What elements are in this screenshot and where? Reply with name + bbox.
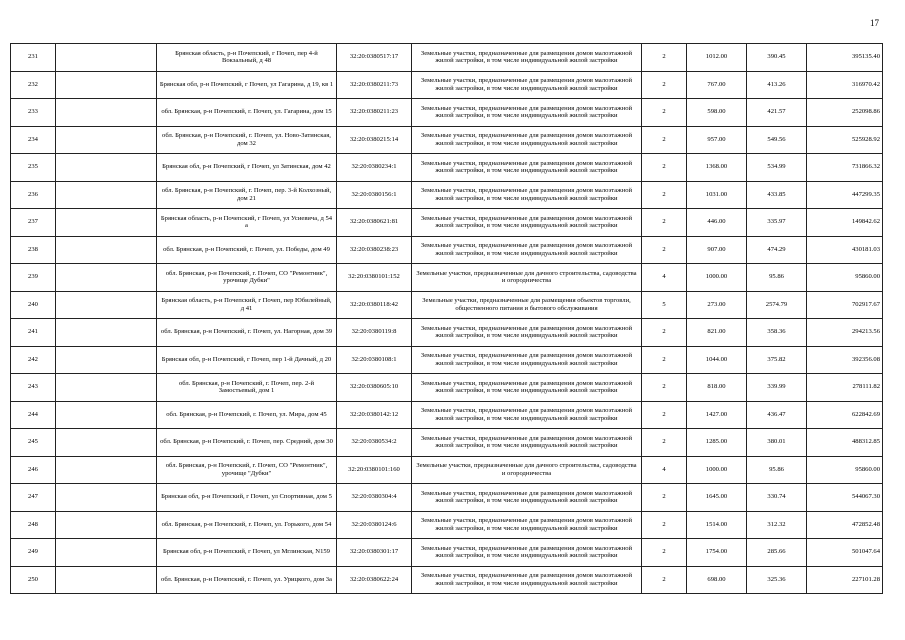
page-number: 17: [870, 18, 879, 28]
cell-use-group: 2: [642, 374, 687, 402]
cell-cadastral-value: 544067.30: [807, 484, 883, 512]
cell-specific-value: 380.01: [747, 429, 807, 457]
cell-cadastral-value: 525928.92: [807, 126, 883, 154]
cell-area: 957.00: [687, 126, 747, 154]
cell-cadastral-value: 316970.42: [807, 71, 883, 99]
cell-permitted-use: Земельные участки, предназначенные для размещения домов малоэтажной жилой застройки, в том числе индивидуальной жилой застройки: [412, 484, 642, 512]
cell-area: 1514.00: [687, 511, 747, 539]
cell-permitted-use: Земельные участки, предназначенные для размещения домов малоэтажной жилой застройки, в том числе индивидуальной жилой застройки: [412, 319, 642, 347]
cell-use-group: 2: [642, 566, 687, 594]
cell-area: 818.00: [687, 374, 747, 402]
cell-number: 241: [11, 319, 56, 347]
cell-permitted-use: Земельные участки, предназначенные для размещения домов малоэтажной жилой застройки, в том числе индивидуальной жилой застройки: [412, 126, 642, 154]
cell-area: 598.00: [687, 99, 747, 127]
table-row: [11, 346, 883, 374]
cell-number: 231: [11, 44, 56, 72]
table-row: [11, 429, 883, 457]
cell-cadastral-value: 430181.03: [807, 236, 883, 264]
cell-empty: [56, 71, 157, 99]
cell-cadastral-number: 32:20:0380238:23: [337, 236, 412, 264]
cell-area: 1000.00: [687, 456, 747, 484]
cell-cadastral-value: 95860.00: [807, 456, 883, 484]
cell-area: 1012.00: [687, 44, 747, 72]
cell-address: обл. Брянская, р-н Почепский, г. Почеп, ул. Горького, дом 54: [157, 511, 337, 539]
cell-cadastral-value: 149842.62: [807, 209, 883, 237]
cell-number: 233: [11, 99, 56, 127]
cell-area: 1754.00: [687, 539, 747, 567]
cell-number: 235: [11, 154, 56, 182]
cell-address: обл. Брянская, р-н Почепский, г. Почеп, пер. 3-й Колхозный, дом 21: [157, 181, 337, 209]
cell-cadastral-number: 32:20:0380621:81: [337, 209, 412, 237]
cell-number: 250: [11, 566, 56, 594]
cell-use-group: 4: [642, 456, 687, 484]
cell-empty: [56, 291, 157, 319]
table-row: [11, 374, 883, 402]
table-row: [11, 264, 883, 292]
cell-cadastral-number: 32:20:0380622:24: [337, 566, 412, 594]
cell-use-group: 2: [642, 71, 687, 99]
cell-empty: [56, 566, 157, 594]
cell-empty: [56, 181, 157, 209]
cell-use-group: 2: [642, 319, 687, 347]
table-row: [11, 154, 883, 182]
cell-number: 248: [11, 511, 56, 539]
cell-cadastral-number: 32:20:0380605:10: [337, 374, 412, 402]
cell-area: 1645.00: [687, 484, 747, 512]
cell-address: Брянская обл, р-н Почепский, г Почеп, ул Гагарина, д 19, кв 1: [157, 71, 337, 99]
cell-area: 907.00: [687, 236, 747, 264]
cell-permitted-use: Земельные участки, предназначенные для размещения домов малоэтажной жилой застройки, в том числе индивидуальной жилой застройки: [412, 71, 642, 99]
cell-specific-value: 335.97: [747, 209, 807, 237]
cell-address: обл. Брянская, р-н Почепский, г. Почеп, СО "Ремонтник", урочище Дубки": [157, 264, 337, 292]
cell-number: 243: [11, 374, 56, 402]
cell-number: 238: [11, 236, 56, 264]
cell-area: 1000.00: [687, 264, 747, 292]
cell-permitted-use: Земельные участки, предназначенные для размещения домов малоэтажной жилой застройки, в том числе индивидуальной жилой застройки: [412, 374, 642, 402]
cell-specific-value: 2574.79: [747, 291, 807, 319]
cell-area: 1368.00: [687, 154, 747, 182]
cell-cadastral-value: 252098.86: [807, 99, 883, 127]
cell-cadastral-number: 32:20:0380215:14: [337, 126, 412, 154]
cell-address: Брянская область, р-н Почепский, г Почеп, пер Юбилейный, д 41: [157, 291, 337, 319]
cell-permitted-use: Земельные участки, предназначенные для размещения домов малоэтажной жилой застройки, в том числе индивидуальной жилой застройки: [412, 539, 642, 567]
table-row: [11, 71, 883, 99]
table-row: [11, 99, 883, 127]
cell-number: 242: [11, 346, 56, 374]
table-row: [11, 484, 883, 512]
table-row: [11, 539, 883, 567]
cell-use-group: 2: [642, 236, 687, 264]
cell-specific-value: 325.36: [747, 566, 807, 594]
cell-area: 273.00: [687, 291, 747, 319]
cell-empty: [56, 484, 157, 512]
cell-number: 234: [11, 126, 56, 154]
cell-permitted-use: Земельные участки, предназначенные для размещения домов малоэтажной жилой застройки, в том числе индивидуальной жилой застройки: [412, 401, 642, 429]
cell-permitted-use: Земельные участки, предназначенные для размещения домов малоэтажной жилой застройки, в том числе индивидуальной жилой застройки: [412, 346, 642, 374]
cell-cadastral-number: 32:20:0380517:17: [337, 44, 412, 72]
cell-permitted-use: Земельные участки, предназначенные для размещения домов малоэтажной жилой застройки, в том числе индивидуальной жилой застройки: [412, 99, 642, 127]
table-row: [11, 401, 883, 429]
cell-specific-value: 390.45: [747, 44, 807, 72]
table-row: [11, 291, 883, 319]
cell-area: 446.00: [687, 209, 747, 237]
cell-cadastral-value: 227101.28: [807, 566, 883, 594]
cell-use-group: 2: [642, 484, 687, 512]
cell-address: Брянская обл, р-н Почепский, г Почеп, ул Затинская, дом 42: [157, 154, 337, 182]
cell-empty: [56, 126, 157, 154]
cell-area: 1044.00: [687, 346, 747, 374]
cell-address: Брянская обл, р-н Почепский, г Почеп, ул Спортивная, дом 5: [157, 484, 337, 512]
cell-empty: [56, 99, 157, 127]
cell-number: 232: [11, 71, 56, 99]
cell-empty: [56, 319, 157, 347]
cell-number: 245: [11, 429, 56, 457]
cell-use-group: 2: [642, 401, 687, 429]
cell-specific-value: 421.57: [747, 99, 807, 127]
cell-empty: [56, 456, 157, 484]
cell-cadastral-value: 395135.40: [807, 44, 883, 72]
cell-number: 240: [11, 291, 56, 319]
cell-use-group: 5: [642, 291, 687, 319]
cell-cadastral-value: 294213.56: [807, 319, 883, 347]
cell-area: 767.00: [687, 71, 747, 99]
cell-use-group: 2: [642, 154, 687, 182]
cell-use-group: 2: [642, 181, 687, 209]
cell-address: обл. Брянская, р-н Почепский, г. Почеп, ул. Мира, дом 45: [157, 401, 337, 429]
cell-empty: [56, 346, 157, 374]
cell-area: 1427.00: [687, 401, 747, 429]
cell-specific-value: 358.36: [747, 319, 807, 347]
table-row: [11, 511, 883, 539]
cell-cadastral-value: 731866.32: [807, 154, 883, 182]
cell-area: 698.00: [687, 566, 747, 594]
cell-permitted-use: Земельные участки, предназначенные для размещения объектов торговли, общественного питания и бытового обслуживания: [412, 291, 642, 319]
cell-number: 239: [11, 264, 56, 292]
cell-use-group: 2: [642, 44, 687, 72]
cell-cadastral-value: 472852.48: [807, 511, 883, 539]
cell-specific-value: 95.86: [747, 456, 807, 484]
cell-cadastral-value: 702917.67: [807, 291, 883, 319]
cell-cadastral-number: 32:20:0380108:1: [337, 346, 412, 374]
cell-empty: [56, 401, 157, 429]
cell-use-group: 2: [642, 346, 687, 374]
cell-cadastral-number: 32:20:0380301:17: [337, 539, 412, 567]
cell-cadastral-number: 32:20:0380124:6: [337, 511, 412, 539]
cell-empty: [56, 429, 157, 457]
table-body: [11, 44, 883, 594]
cell-address: обл. Брянская, р-н Почепский, г. Почеп, ул. Победы, дом 49: [157, 236, 337, 264]
cell-use-group: 2: [642, 511, 687, 539]
cell-number: 246: [11, 456, 56, 484]
cell-permitted-use: Земельные участки, предназначенные для размещения домов малоэтажной жилой застройки, в том числе индивидуальной жилой застройки: [412, 566, 642, 594]
cell-address: обл. Брянская, р-н Почепский, г. Почеп, ул. Урицкого, дом 3а: [157, 566, 337, 594]
cell-cadastral-number: 32:20:0380101:160: [337, 456, 412, 484]
cell-cadastral-number: 32:20:0380142:12: [337, 401, 412, 429]
cell-specific-value: 534.99: [747, 154, 807, 182]
cell-area: 821.00: [687, 319, 747, 347]
cell-number: 249: [11, 539, 56, 567]
cell-empty: [56, 264, 157, 292]
table-row: [11, 126, 883, 154]
cell-specific-value: 413.26: [747, 71, 807, 99]
cell-empty: [56, 154, 157, 182]
cell-address: обл. Брянская, р-н Почепский, г. Почеп, ул. Нагорная, дом 39: [157, 319, 337, 347]
cell-address: обл. Брянская, р-н Почепский, г. Почеп, ул. Гагарина, дом 15: [157, 99, 337, 127]
cell-specific-value: 433.85: [747, 181, 807, 209]
cell-address: обл. Брянская, р-н Почепский, г. Почеп, ул. Ново-Затинская, дом 32: [157, 126, 337, 154]
cell-number: 247: [11, 484, 56, 512]
cell-use-group: 2: [642, 539, 687, 567]
cell-use-group: 2: [642, 126, 687, 154]
cell-empty: [56, 374, 157, 402]
cell-cadastral-number: 32:20:0380119:8: [337, 319, 412, 347]
table-row: [11, 236, 883, 264]
cell-specific-value: 95.86: [747, 264, 807, 292]
cell-address: обл. Брянская, р-н Почепский, г. Почеп, пер. 2-й Замостьевый, дом 1: [157, 374, 337, 402]
cell-specific-value: 375.82: [747, 346, 807, 374]
cell-use-group: 2: [642, 209, 687, 237]
cell-specific-value: 285.66: [747, 539, 807, 567]
land-plots-table: [10, 43, 883, 594]
table-row: [11, 181, 883, 209]
cell-cadastral-value: 392356.08: [807, 346, 883, 374]
cell-address: Брянская область, р-н Почепский, г Почеп, пер 4-й Вокзальный, д 48: [157, 44, 337, 72]
cell-permitted-use: Земельные участки, предназначенные для размещения домов малоэтажной жилой застройки, в том числе индивидуальной жилой застройки: [412, 209, 642, 237]
cell-number: 236: [11, 181, 56, 209]
cell-address: обл. Брянская, р-н Почепский, г. Почеп, пер. Средний, дом 30: [157, 429, 337, 457]
cell-cadastral-number: 32:20:0380534:2: [337, 429, 412, 457]
cell-empty: [56, 236, 157, 264]
cell-specific-value: 330.74: [747, 484, 807, 512]
cell-specific-value: 312.32: [747, 511, 807, 539]
cell-address: Брянская обл, р-н Почепский, г Почеп, пер 1-й Дачный, д 20: [157, 346, 337, 374]
cell-area: 1285.00: [687, 429, 747, 457]
cell-cadastral-number: 32:20:0380101:152: [337, 264, 412, 292]
cell-number: 244: [11, 401, 56, 429]
cell-empty: [56, 44, 157, 72]
cell-empty: [56, 209, 157, 237]
cell-cadastral-value: 95860.00: [807, 264, 883, 292]
cell-permitted-use: Земельные участки, предназначенные для дачного строительства, садоводства и огородничества: [412, 264, 642, 292]
cell-use-group: 2: [642, 429, 687, 457]
cell-number: 237: [11, 209, 56, 237]
cell-permitted-use: Земельные участки, предназначенные для размещения домов малоэтажной жилой застройки, в том числе индивидуальной жилой застройки: [412, 181, 642, 209]
cell-cadastral-value: 501047.64: [807, 539, 883, 567]
cell-permitted-use: Земельные участки, предназначенные для размещения домов малоэтажной жилой застройки, в том числе индивидуальной жилой застройки: [412, 236, 642, 264]
cell-use-group: 2: [642, 99, 687, 127]
table-row: [11, 456, 883, 484]
cell-area: 1031.00: [687, 181, 747, 209]
cell-cadastral-number: 32:20:0380156:1: [337, 181, 412, 209]
cell-cadastral-number: 32:20:0380234:1: [337, 154, 412, 182]
cell-empty: [56, 539, 157, 567]
cell-cadastral-value: 447299.35: [807, 181, 883, 209]
cell-empty: [56, 511, 157, 539]
cell-address: обл. Брянская, р-н Почепский, г. Почеп, СО "Ремонтник", урочище "Дубки": [157, 456, 337, 484]
cell-cadastral-number: 32:20:0380211:73: [337, 71, 412, 99]
table-row: [11, 44, 883, 72]
cell-cadastral-number: 32:20:0380211:23: [337, 99, 412, 127]
table-row: [11, 319, 883, 347]
cell-permitted-use: Земельные участки, предназначенные для размещения домов малоэтажной жилой застройки, в том числе индивидуальной жилой застройки: [412, 44, 642, 72]
table-row: [11, 566, 883, 594]
cell-cadastral-value: 278111.82: [807, 374, 883, 402]
cell-address: Брянская область, р-н Почепский, г Почеп, ул Усиевича, д 54 а: [157, 209, 337, 237]
cell-specific-value: 436.47: [747, 401, 807, 429]
cell-address: Брянская обл, р-н Почепский, г Почеп, ул Мглинская, N159: [157, 539, 337, 567]
cell-permitted-use: Земельные участки, предназначенные для размещения домов малоэтажной жилой застройки, в том числе индивидуальной жилой застройки: [412, 511, 642, 539]
table-row: [11, 209, 883, 237]
cell-cadastral-number: 32:20:0380118:42: [337, 291, 412, 319]
cell-permitted-use: Земельные участки, предназначенные для размещения домов малоэтажной жилой застройки, в том числе индивидуальной жилой застройки: [412, 429, 642, 457]
cell-permitted-use: Земельные участки, предназначенные для размещения домов малоэтажной жилой застройки, в том числе индивидуальной жилой застройки: [412, 154, 642, 182]
cell-cadastral-value: 622842.69: [807, 401, 883, 429]
cell-specific-value: 474.29: [747, 236, 807, 264]
cell-permitted-use: Земельные участки, предназначенные для дачного строительства, садоводства и огородничества: [412, 456, 642, 484]
cell-specific-value: 549.56: [747, 126, 807, 154]
cell-cadastral-value: 488312.85: [807, 429, 883, 457]
cell-use-group: 4: [642, 264, 687, 292]
cell-specific-value: 339.99: [747, 374, 807, 402]
cell-cadastral-number: 32:20:0380304:4: [337, 484, 412, 512]
